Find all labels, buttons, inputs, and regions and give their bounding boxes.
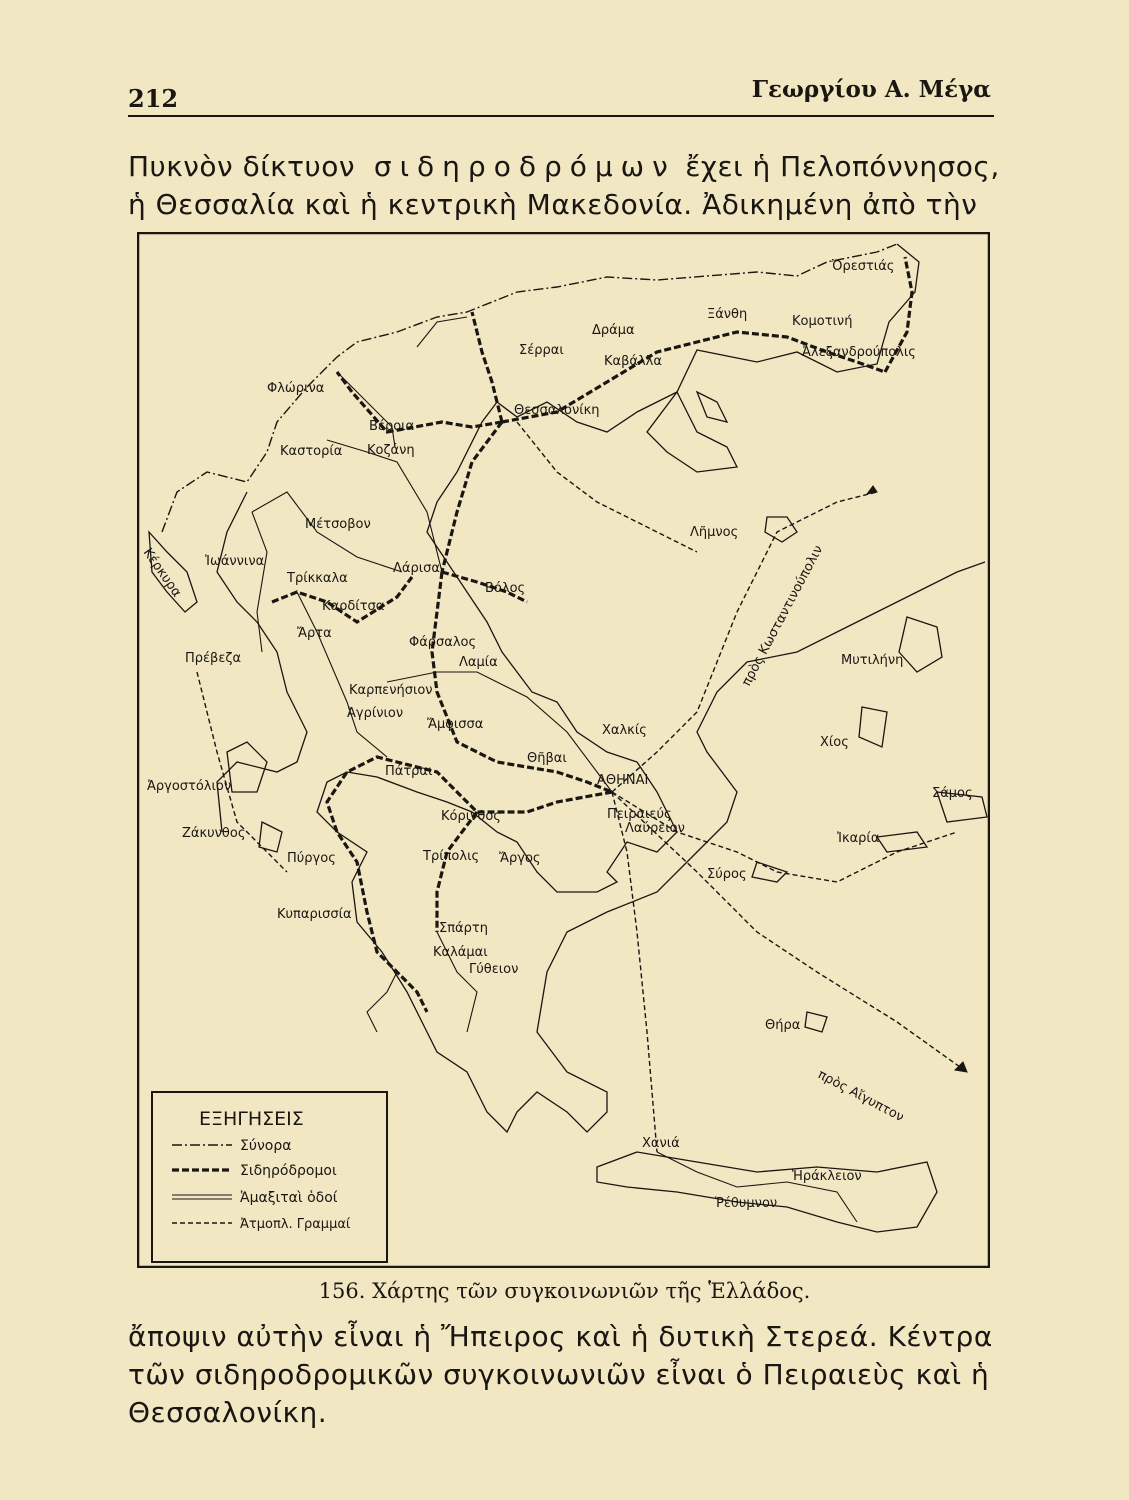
label-serrai: Σέρραι	[519, 343, 564, 358]
map-legend	[152, 1092, 387, 1262]
chalkidiki	[647, 392, 737, 472]
label-thessaloniki: Θεσσαλονίκη	[514, 403, 600, 418]
label-veroia: Βέροια	[369, 419, 415, 434]
thira-island	[805, 1012, 827, 1032]
label-chania: Χανιά	[642, 1136, 680, 1151]
header-rule	[128, 115, 994, 117]
label-kavala: Καβάλλα	[604, 354, 662, 369]
label-metsovon: Μέτσοβον	[305, 517, 371, 532]
label-thivai: Θῆβαι	[527, 751, 567, 766]
label-pyrgos: Πύργος	[287, 851, 336, 866]
legend-label-railway: Σιδηρόδρομοι	[240, 1163, 337, 1179]
legend-label-road: Ἁμαξιταὶ ὁδοί	[240, 1190, 338, 1206]
chios-island	[859, 707, 887, 747]
crete-island	[597, 1152, 937, 1232]
place-labels	[140, 259, 973, 1211]
label-kozani: Κοζάνη	[367, 443, 415, 458]
text-segment: Πυκνὸν δίκτυον	[128, 150, 356, 183]
road-messinia	[367, 972, 397, 1032]
label-patrai: Πάτραι	[385, 764, 433, 779]
paragraph-line-1	[128, 150, 1000, 183]
limnos-island	[765, 517, 797, 542]
road-ioannina	[252, 492, 402, 572]
label-volos: Βόλος	[485, 581, 526, 596]
label-laurion: Λαύρειον	[625, 821, 685, 836]
label-lamia: Λαμία	[459, 655, 498, 670]
steamship-ionian	[197, 672, 287, 872]
label-karpenision: Καρπενήσιον	[349, 683, 433, 698]
railway-serres-north	[472, 312, 502, 422]
label-chios: Χίος	[820, 735, 849, 750]
label-farsalos: Φάρσαλος	[409, 635, 477, 650]
road-crete	[657, 1152, 857, 1222]
running-title: Γεωργίου Α. Μέγα	[751, 76, 991, 103]
road-arta	[252, 512, 267, 652]
railway-athens	[432, 572, 612, 792]
label-kastoria: Καστορία	[280, 444, 343, 459]
label-mytilini: Μυτιλήνη	[841, 653, 904, 668]
label-trikkala: Τρίκκαλα	[287, 571, 348, 586]
text-segment: ἔχει ἡ Πελοπόννησος,	[685, 150, 1000, 183]
railways	[272, 257, 912, 1012]
zakynthos-island	[259, 822, 282, 852]
text-segment-spaced: σιδηροδρόμων	[373, 150, 676, 183]
kefallinia-island	[227, 742, 267, 792]
label-gytheion: Γύθειον	[469, 962, 519, 977]
legend-title: ΕΞΗΓΗΣΕΙΣ	[199, 1108, 304, 1130]
label-xanthi: Ξάνθη	[707, 307, 748, 322]
label-komotini: Κομοτινή	[792, 314, 853, 329]
label-sparti: Σπάρτη	[439, 921, 488, 936]
label-ioannina: Ἰωάννινα	[205, 554, 265, 569]
label-samos: Σάμος	[932, 786, 973, 801]
label-syros: Σύρος	[707, 867, 747, 882]
label-chalkis: Χαλκίς	[602, 723, 647, 738]
lesvos-island	[899, 617, 942, 672]
paragraph-line-3: ἄποψιν αὐτὴν εἶναι ἡ Ἤπειρος καὶ ἡ δυτικὴ Στερεά. Κέντρα	[128, 1320, 993, 1353]
thasos-island	[697, 392, 727, 422]
label-tripolis: Τρίπολις	[423, 849, 480, 864]
map-caption: 156. Χάρτης τῶν συγκοινωνιῶν τῆς Ἑλλάδος.	[318, 1279, 811, 1303]
label-rethymnon: Ῥέθυμνον	[715, 1196, 778, 1211]
label-arta: Ἄρτα	[297, 626, 332, 641]
paragraph-line-5: Θεσσαλονίκη.	[128, 1396, 328, 1429]
communications-map	[137, 232, 990, 1268]
syros-island	[752, 862, 787, 882]
label-zakynthos: Ζάκυνθος	[182, 826, 246, 841]
arrow-egypt	[955, 1062, 967, 1072]
steamship-crete	[612, 792, 657, 1152]
label-ikaria: Ἰκαρία	[837, 831, 880, 846]
railway-florina	[337, 372, 502, 432]
paragraph-line-4: τῶν σιδηροδρομικῶν συγκοινωνιῶν εἶναι ὁ Πειραιεὺς καὶ ἡ	[128, 1358, 990, 1391]
ikaria-island	[877, 832, 927, 852]
label-kyparissia: Κυπαρισσία	[277, 907, 352, 922]
label-agrinion: Ἀγρίνιον	[347, 706, 404, 721]
page-number: 212	[128, 84, 179, 113]
road-kozani	[327, 440, 442, 572]
label-argostolion: Ἀργοστόλιον	[147, 779, 232, 794]
railway-larisa	[442, 422, 502, 572]
paragraph-line-2: ἡ Θεσσαλία καὶ ἡ κεντρικὴ Μακεδονία. Ἀδικημένη ἀπὸ τὴν	[128, 188, 978, 221]
label-argos: Ἄργος	[499, 851, 541, 866]
label-orestias: Ὀρεστιάς	[832, 259, 895, 274]
label-korinthos: Κόρινθος	[441, 809, 501, 824]
label-athinai: ΑΘΗΝΑΙ	[597, 773, 649, 788]
label-florina: Φλώρινα	[267, 381, 325, 396]
legend-label-steamship: Ἀτμοπλ. Γραμμαί	[240, 1217, 351, 1232]
label-drama: Δράμα	[592, 323, 635, 338]
steamship-north	[517, 422, 697, 552]
road-kavala	[417, 317, 467, 347]
label-preveza: Πρέβεζα	[185, 651, 242, 666]
label-pros-aigypton: πρὸς Αἴγυπτον	[815, 1067, 907, 1126]
road-agrinion	[297, 592, 387, 757]
label-larisa: Λάρισα	[393, 561, 440, 576]
label-pros-konstantinoupolin: πρὸς Κωσταντινούπολιν	[739, 543, 827, 689]
label-thira: Θήρα	[765, 1018, 801, 1033]
railway-tripolis	[437, 812, 477, 932]
label-kalamai: Καλάμαι	[433, 945, 488, 960]
label-irakleion: Ἡράκλειον	[792, 1169, 862, 1184]
arrow-constantinople	[867, 486, 877, 494]
legend-label-border: Σύνορα	[240, 1138, 292, 1154]
label-limnos: Λῆμνος	[690, 525, 739, 540]
label-karditsa: Καρδίτσα	[322, 599, 385, 614]
label-kerkyra: Κέρκυρα	[139, 545, 185, 601]
roads	[252, 317, 857, 1222]
label-amfissa: Ἄμφισσα	[427, 717, 484, 732]
label-peiraieus: Πειραιεύς	[607, 807, 672, 822]
label-alexandroupolis: Ἀλεξανδρούπολις	[802, 345, 916, 360]
